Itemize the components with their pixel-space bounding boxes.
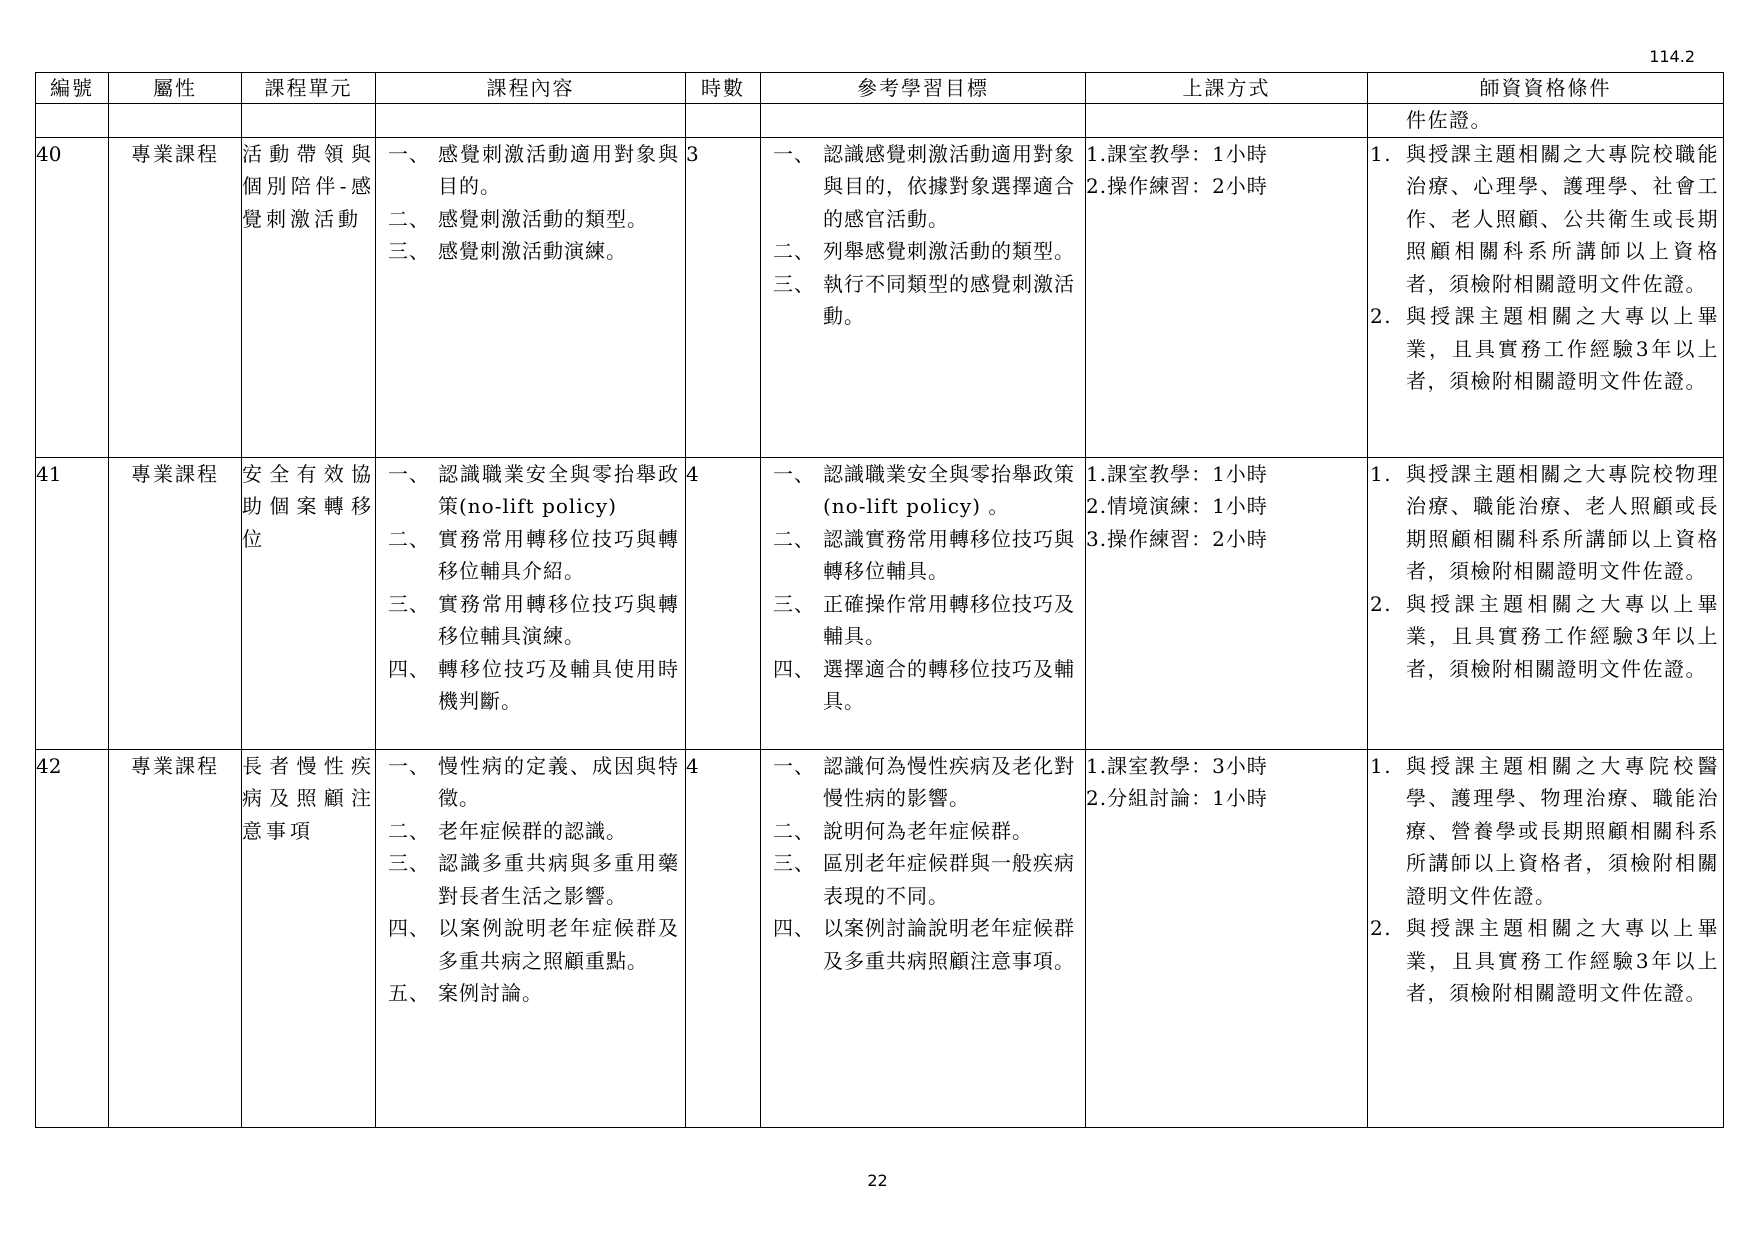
course-content (376, 137, 686, 457)
goal-item (761, 235, 1085, 268)
qualification-item (1368, 300, 1723, 398)
list-marker: 1. (1370, 141, 1393, 166)
list-marker: 二、 (388, 526, 430, 551)
list-marker: 三、 (773, 591, 815, 616)
header-row (36, 73, 1724, 104)
list-marker: 2. (1370, 916, 1393, 940)
list-text: 與授課主題相關之大專以上畢業，且具實務工作經驗3年以上者，須檢附相關證明文件佐證。 (1406, 916, 1719, 1005)
learning-goals (761, 749, 1086, 1127)
list-text: 認識何為慢性疾病及老化對慢性病的影響。 (823, 753, 1075, 810)
goal-item (761, 653, 1085, 718)
list-text: 與授課主題相關之大專院校醫學、護理學、物理治療、職能治療、營養學或長期照顧相關科系所講師以上資格者，須檢附相關證明文件佐證。 (1406, 753, 1719, 908)
teaching-method (1086, 137, 1368, 457)
method-item: 3.操作練習：2小時 (1086, 526, 1268, 551)
list-text: 認識實務常用轉移位技巧與轉移位輔具。 (823, 526, 1075, 583)
list-text: 感覺刺激活動適用對象與目的。 (438, 141, 679, 198)
list-marker: 1. (1370, 753, 1393, 778)
list-marker: 二、 (773, 818, 815, 843)
list-marker: 一、 (388, 753, 430, 778)
continuation-row (36, 104, 1724, 138)
goal-item (761, 815, 1085, 848)
list-marker: 二、 (773, 239, 815, 263)
course-hours: 4 (686, 749, 761, 1127)
goal-item (761, 588, 1085, 653)
document-version: 114.2 (1649, 47, 1695, 66)
col-header-content: 課程內容 (376, 73, 686, 104)
list-text: 轉移位技巧及輔具使用時機判斷。 (438, 656, 679, 713)
list-marker: 1. (1370, 461, 1393, 486)
learning-goals (761, 457, 1086, 749)
col-header-qualification: 師資資格條件 (1368, 73, 1724, 104)
list-text: 以案例說明老年症候群及多重共病之照顧重點。 (438, 916, 679, 973)
content-item (376, 235, 685, 268)
list-marker: 四、 (388, 916, 430, 940)
course-unit: 長者慢性疾病及照顧注意事項 (242, 749, 376, 1127)
course-unit: 安全有效協助個案轉移位 (242, 457, 376, 749)
course-number: 41 (36, 457, 109, 749)
list-text: 與授課主題相關之大專院校物理治療、職能治療、老人照顧或長期照顧相關科系所講師以上資格者，須檢附相關證明文件佐證。 (1406, 461, 1719, 583)
course-content (376, 749, 686, 1127)
method-item: 2.分組討論：1小時 (1086, 786, 1268, 810)
qualification-item (1368, 912, 1723, 1010)
col-header-method: 上課方式 (1086, 73, 1368, 104)
content-item (376, 750, 685, 815)
list-marker: 四、 (773, 656, 815, 681)
qualification-item (1368, 750, 1723, 913)
list-text: 實務常用轉移位技巧與轉移位輔具演練。 (438, 591, 679, 648)
list-text: 感覺刺激活動演練。 (438, 239, 627, 263)
list-text: 執行不同類型的感覺刺激活動。 (823, 271, 1075, 328)
list-text: 案例討論。 (438, 981, 543, 1005)
method-item: 1.課室教學：1小時 (1086, 141, 1268, 166)
list-text: 列舉感覺刺激活動的類型。 (823, 239, 1075, 263)
page-number: 22 (867, 1171, 888, 1190)
col-header-no: 編號 (36, 73, 109, 104)
list-marker: 一、 (388, 461, 430, 486)
content-item (376, 815, 685, 848)
method-item: 1.課室教學：3小時 (1086, 753, 1268, 778)
goal-item (761, 268, 1085, 333)
list-text: 認識職業安全與零抬舉政策(no-lift policy) (438, 461, 679, 518)
list-text: 實務常用轉移位技巧與轉移位輔具介紹。 (438, 526, 679, 583)
list-text: 說明何為老年症候群。 (823, 818, 1033, 843)
list-text: 與授課主題相關之大專院校職能治療、心理學、護理學、社會工作、老人照顧、公共衛生或長期照顧相關科系所講師以上資格者，須檢附相關證明文件佐證。 (1406, 141, 1719, 296)
list-marker: 2. (1370, 591, 1393, 616)
col-header-goals: 參考學習目標 (761, 73, 1086, 104)
learning-goals (761, 137, 1086, 457)
teacher-qualifications (1368, 457, 1724, 749)
teaching-method (1086, 457, 1368, 749)
list-marker: 四、 (773, 916, 815, 940)
method-item: 1.課室教學：1小時 (1086, 461, 1268, 486)
list-text: 與授課主題相關之大專以上畢業，且具實務工作經驗3年以上者，須檢附相關證明文件佐證。 (1406, 591, 1719, 681)
table-row (36, 137, 1724, 457)
list-text: 認識職業安全與零抬舉政策(no-lift policy) 。 (823, 461, 1075, 518)
goal-item (761, 750, 1085, 815)
teaching-method (1086, 749, 1368, 1127)
list-text: 與授課主題相關之大專以上畢業，且具實務工作經驗3年以上者，須檢附相關證明文件佐證。 (1406, 304, 1719, 393)
goal-item (761, 912, 1085, 977)
list-marker: 一、 (773, 753, 815, 778)
teacher-qualifications (1368, 749, 1724, 1127)
content-item (376, 588, 685, 653)
content-item (376, 847, 685, 912)
list-marker: 二、 (773, 526, 815, 551)
list-marker: 三、 (773, 271, 815, 296)
list-marker: 三、 (388, 851, 430, 875)
list-text: 正確操作常用轉移位技巧及輔具。 (823, 591, 1075, 648)
course-content (376, 457, 686, 749)
teacher-qualifications (1368, 137, 1724, 457)
list-marker: 三、 (388, 591, 430, 616)
content-item (376, 977, 685, 1010)
list-text: 區別老年症候群與一般疾病表現的不同。 (823, 851, 1075, 908)
qualification-item (1368, 458, 1723, 588)
course-unit: 活動帶領與個別陪伴-感覺刺激活動 (242, 137, 376, 457)
method-item: 2.操作練習：2小時 (1086, 174, 1268, 198)
goal-item (761, 458, 1085, 523)
col-header-unit: 課程單元 (242, 73, 376, 104)
course-number: 42 (36, 749, 109, 1127)
course-attribute: 專業課程 (109, 749, 242, 1127)
course-attribute: 專業課程 (109, 137, 242, 457)
content-item (376, 458, 685, 523)
list-text: 感覺刺激活動的類型。 (438, 206, 648, 231)
col-header-attribute: 屬性 (109, 73, 242, 104)
course-attribute: 專業課程 (109, 457, 242, 749)
list-marker: 二、 (388, 206, 430, 231)
content-item (376, 912, 685, 977)
list-text: 以案例討論說明老年症候群及多重共病照顧注意事項。 (823, 916, 1075, 973)
goal-item (761, 138, 1085, 236)
content-item (376, 203, 685, 236)
list-text: 認識感覺刺激活動適用對象與目的，依據對象選擇適合的感官活動。 (823, 141, 1075, 231)
qualification-item (1368, 138, 1723, 301)
content-item (376, 523, 685, 588)
table-row (36, 457, 1724, 749)
list-text: 老年症候群的認識。 (438, 818, 627, 843)
goal-item (761, 523, 1085, 588)
table-row (36, 749, 1724, 1127)
list-marker: 三、 (773, 851, 815, 875)
list-marker: 五、 (388, 981, 430, 1005)
course-number: 40 (36, 137, 109, 457)
list-text: 慢性病的定義、成因與特徵。 (438, 753, 679, 810)
list-text: 認識多重共病與多重用藥對長者生活之影響。 (438, 851, 679, 908)
list-marker: 一、 (773, 461, 815, 486)
col-header-hours: 時數 (686, 73, 761, 104)
list-marker: 2. (1370, 304, 1393, 328)
list-marker: 三、 (388, 239, 430, 263)
content-item (376, 653, 685, 718)
course-hours: 4 (686, 457, 761, 749)
list-marker: 一、 (773, 141, 815, 166)
list-text: 選擇適合的轉移位技巧及輔具。 (823, 656, 1075, 713)
qualification-item (1368, 588, 1723, 686)
list-marker: 一、 (388, 141, 430, 166)
list-marker: 四、 (388, 656, 430, 681)
curriculum-table (35, 72, 1724, 1128)
method-item: 2.情境演練：1小時 (1086, 494, 1268, 518)
qualification-continuation: 件佐證。 (1406, 108, 1492, 132)
goal-item (761, 847, 1085, 912)
list-marker: 二、 (388, 818, 430, 843)
course-hours: 3 (686, 137, 761, 457)
content-item (376, 138, 685, 203)
